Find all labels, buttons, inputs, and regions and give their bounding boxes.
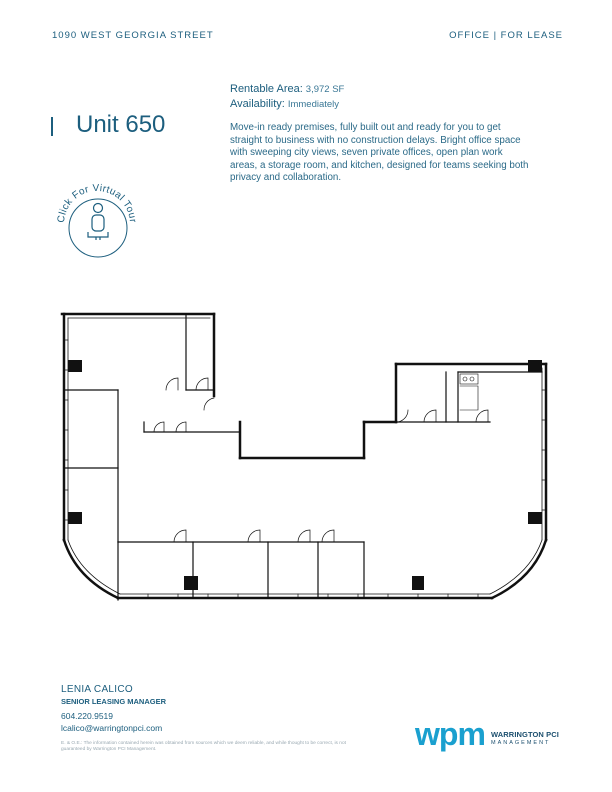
disclaimer: E. & O.E.: The information contained herein was obtained from sources which we deem reliable, and while thought to be correct, is not guaranteed by Warrington PCI Management. bbox=[61, 741, 346, 752]
logo-company-name: WARRINGTON PCI bbox=[491, 730, 559, 739]
contact-email-link[interactable]: lcalico@warringtonpci.com bbox=[61, 723, 163, 733]
logo-company-subtitle: MANAGEMENT bbox=[491, 740, 551, 746]
contact-block bbox=[61, 684, 166, 733]
warrington-logo bbox=[415, 716, 575, 756]
virtual-tour-button[interactable] bbox=[52, 170, 142, 260]
person-icon bbox=[88, 204, 108, 241]
title-accent-bar bbox=[51, 117, 53, 136]
availability-row bbox=[230, 97, 344, 112]
unit-specs bbox=[230, 82, 344, 112]
floor-plan bbox=[58, 310, 552, 602]
contact-phone[interactable]: 604.220.9519 bbox=[61, 711, 113, 721]
availability-value: Immediately bbox=[287, 99, 340, 110]
kitchen-fixtures bbox=[460, 374, 478, 410]
unit-title: Unit 650 bbox=[76, 111, 166, 138]
logo-mark: wpm bbox=[415, 716, 485, 752]
outer-walls bbox=[62, 314, 546, 598]
tour-circle bbox=[69, 199, 127, 257]
unit-description: Move-in ready premises, fully built out and ready for you to get straight to business with no construction delays. Bright office space with sweeping city views, seven private offices, open plan work areas, a storage room, and kitchen, designed for teams seeking both privacy and collaboration. bbox=[230, 122, 529, 183]
rentable-area-value: 3,972 SF bbox=[305, 84, 345, 95]
contact-name: LENIA CALICO bbox=[61, 684, 133, 695]
rentable-area-label: Rentable Area: bbox=[230, 83, 303, 95]
property-address: 1090 WEST GEORGIA STREET bbox=[52, 30, 214, 41]
rentable-area-row bbox=[230, 82, 344, 97]
structural-columns bbox=[68, 360, 542, 590]
listing-category: OFFICE | FOR LEASE bbox=[449, 30, 563, 41]
availability-label: Availability: bbox=[230, 98, 285, 110]
door-swings bbox=[154, 378, 488, 542]
contact-role: SENIOR LEASING MANAGER bbox=[61, 697, 167, 706]
virtual-tour-label: Click For Virtual Tour bbox=[55, 182, 139, 224]
window-line bbox=[68, 318, 542, 594]
